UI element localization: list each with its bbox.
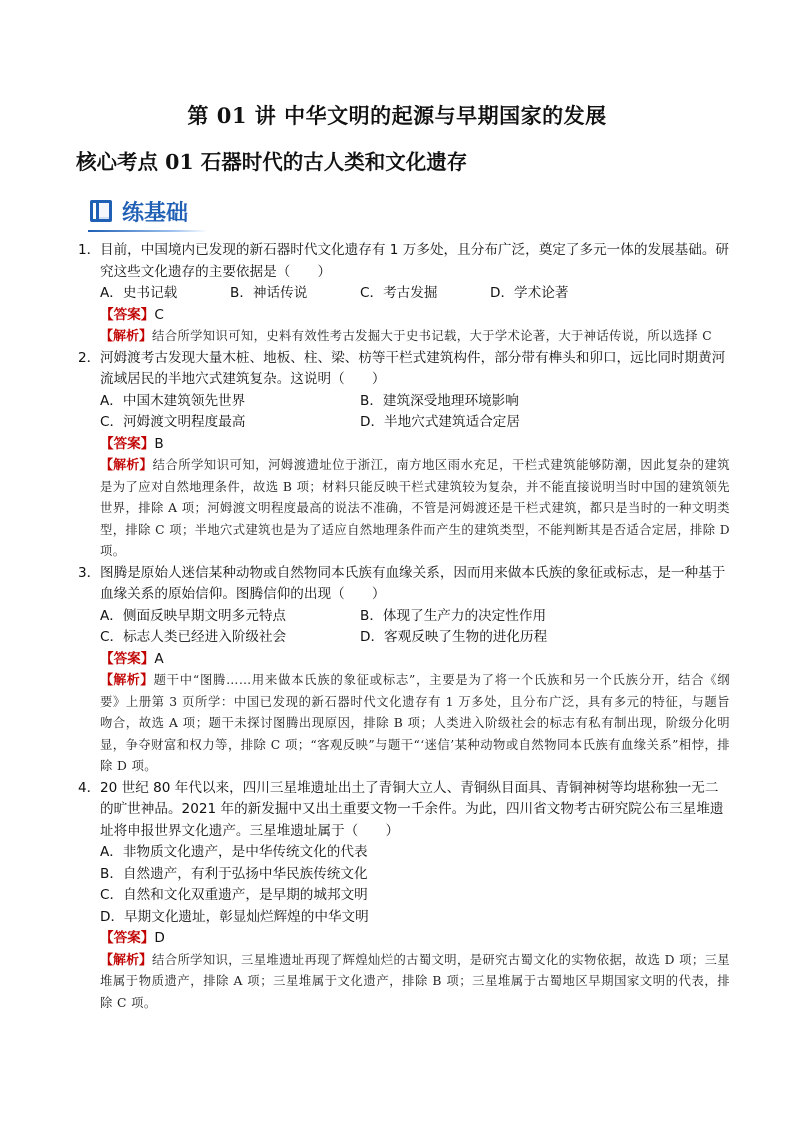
option-d: D．半地穴式建筑适合定居 — [360, 414, 520, 430]
question-text: 20 世纪 80 年代以来，四川三星堆遗址出土了青铜大立人、青铜纵目面具、青铜神树等均堪称独一无二的旷世神品。2021 年的新发掘中又出土重要文物一千余件。为此，四川省文物考古研究院公布三星堆遗址将申报世界文化遗产。三星堆遗址属于（ ） — [100, 779, 724, 839]
option-a: A．史书记载 — [100, 285, 178, 301]
section-label: 练基础 — [122, 200, 189, 226]
question-number: 3． — [78, 564, 101, 581]
option-c: C．自然和文化双重遗产，是早期的城邦文明 — [100, 887, 368, 903]
answer-value: D — [154, 930, 165, 946]
option-a: A．中国木建筑领先世界 — [100, 392, 246, 409]
question-item — [78, 563, 730, 778]
page-title: 第 01 讲 中华文明的起源与早期国家的发展 — [187, 103, 607, 128]
question-stem — [78, 778, 730, 843]
option-c: C．考古发掘 — [360, 285, 438, 301]
option-d: D．客观反映了生物的进化历程 — [360, 629, 548, 645]
analysis-text: 结合所学知识可知，河姆渡遗址位于浙江，南方地区雨水充足，干栏式建筑能够防潮，因此复杂的建筑是为了应对自然地理条件，故选 B 项；材料只能反映干栏式建筑较为复杂，并不能直接说明当时中国的建筑领先世界，排除 A 项；河姆渡文明程度最高的说法不准确，不管是河姆渡还是干栏式建筑，都只是当时的一种文明类型，排除 C 项；半地穴式建筑也是为了适应自然地理条件而产生的建筑类型，不能判断其是否适合定居，排除 D 项。 — [100, 458, 730, 558]
analysis-tag: 【解析】 — [100, 458, 153, 473]
analysis-block — [78, 455, 730, 563]
option-a: A．非物质文化遗产，是中华传统文化的代表 — [100, 844, 368, 860]
analysis-tag: 【解析】 — [100, 952, 153, 968]
question-stem — [78, 240, 730, 283]
question-list — [78, 240, 730, 1014]
question-text: 河姆渡考古发现大量木桩、地板、柱、梁、枋等干栏式建筑构件，部分带有榫头和卯口，远比同时期黄河流域居民的半地穴式建筑复杂。这说明（ ） — [100, 349, 726, 387]
analysis-block — [78, 326, 730, 348]
analysis-tag: 【解析】 — [100, 673, 154, 688]
question-item — [78, 240, 730, 348]
option-a: A．侧面反映早期文明多元特点 — [100, 607, 287, 624]
analysis-tag: 【解析】 — [100, 329, 153, 344]
question-number: 1． — [78, 242, 101, 258]
option-b: B．建筑深受地理环境影响 — [360, 392, 519, 409]
answer-line — [78, 649, 730, 671]
section-underline — [88, 230, 208, 232]
answer-value: A — [154, 650, 164, 667]
analysis-text: 结合所学知识，三星堆遗址再现了辉煌灿烂的古蜀文明，是研究古蜀文化的实物依据，故选 D 项；三星堆属于物质遗产，排除 A 项；三星堆属于文化遗产，排除 B 项；三星堆属于古蜀地区早期国家文明的代表，排除 C 项。 — [100, 952, 730, 1010]
answer-tag: 【答案】 — [100, 435, 155, 452]
option-list — [78, 606, 730, 649]
answer-line — [78, 305, 730, 327]
analysis-text: 题干中“图腾……用来做本氏族的象征或标志”，主要是为了将一个氏族和另一个氏族分开，结合《纲要》上册第 3 页所学：中国已发现的新石器时代文化遗存有 1 万多处，且分布广泛，具有多元的特征，与题旨吻合，故选 A 项；题干未探讨图腾出现原因，排除 B 项；人类进入阶级社会的标志有私有制出现，阶级分化明显，争夺财富和权力等，排除 C 项；“客观反映”与题干“‘迷信’某种动物或自然物同本氏族有血缘关系”相悖，排除 D 项。 — [100, 673, 730, 773]
option-b: B．神话传说 — [230, 285, 308, 301]
option-b: B．体现了生产力的决定性作用 — [360, 607, 547, 624]
answer-line — [78, 434, 730, 456]
section-header — [88, 194, 188, 228]
book-icon — [88, 198, 114, 224]
option-c: C．河姆渡文明程度最高 — [100, 414, 246, 430]
answer-value: B — [154, 435, 164, 452]
analysis-block — [78, 950, 730, 1015]
page-subtitle: 核心考点 01 石器时代的古人类和文化遗存 — [76, 150, 468, 174]
question-item — [78, 778, 730, 1015]
answer-tag: 【答案】 — [100, 306, 155, 323]
question-text: 目前，中国境内已发现的新石器时代文化遗存有 1 万多处，且分布广泛，奠定了多元一体的发展基础。研究这些文化遗存的主要依据是（ ） — [100, 242, 730, 280]
option-list — [78, 283, 730, 305]
question-number: 4． — [78, 779, 101, 796]
question-stem — [78, 348, 730, 391]
option-d: D．早期文化遗址，彰显灿烂辉煌的中华文明 — [100, 908, 369, 925]
answer-tag: 【答案】 — [100, 650, 155, 667]
option-b: B．自然遗产，有利于弘扬中华民族传统文化 — [100, 865, 368, 882]
option-d: D．学术论著 — [490, 285, 569, 301]
analysis-text: 结合所学知识可知，史料有效性考古发掘大于史书记载，大于学术论著，大于神话传说，所以选择 C — [152, 329, 713, 343]
question-number: 2． — [78, 349, 101, 366]
question-stem — [78, 563, 730, 606]
question-item — [78, 348, 730, 563]
question-text: 图腾是原始人迷信某种动物或自然物同本氏族有血缘关系，因而用来做本氏族的象征或标志，是一种基于血缘关系的原始信仰。图腾信仰的出现（ ） — [100, 564, 726, 602]
answer-line — [78, 928, 730, 950]
option-list — [78, 391, 730, 434]
answer-value: C — [154, 306, 164, 323]
analysis-block — [78, 670, 730, 778]
answer-tag: 【答案】 — [100, 930, 155, 946]
option-c: C．标志人类已经进入阶级社会 — [100, 629, 287, 645]
